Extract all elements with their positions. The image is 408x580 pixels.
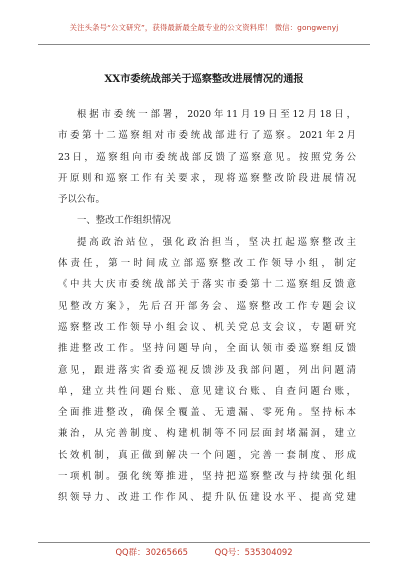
body-line: 推进整改工作。坚持问题导向，全面认领市委巡察组反馈: [58, 343, 356, 355]
footer: [0, 546, 408, 558]
body-line: 全面推进整改，确保全覆盖、无遗漏、零死角。坚持标本: [58, 407, 356, 419]
document-body: [58, 104, 356, 509]
body-line: 《中共大庆市委统战部关于落实市委第十二巡察组反馈意: [58, 279, 356, 291]
footer-divider: [38, 542, 370, 543]
body-line: 提高政治站位，强化政治担当，坚决扛起巡察整改主: [77, 236, 356, 248]
body-line: 意见，跟进落实省委巡视反馈涉及我部问题，列出问题清: [58, 364, 356, 376]
body-line: 体责任，第一时间成立部巡察整改工作领导小组，制定: [58, 258, 356, 270]
body-line: 巡察整改工作领导小组会议、机关党总支会议，专题研究: [58, 321, 356, 333]
document-title: XX市委统战部关于巡察整改进展情况的通报: [104, 73, 304, 85]
body-line: 市委第十二巡察组对市委统战部进行了巡察。2021年2月: [58, 130, 356, 142]
body-line: 一项机制。强化统筹推进，坚持把巡察整改与持续强化组: [58, 471, 356, 483]
body-line: 23日，巡察组向市委统战部反馈了巡察意见。按照党务公: [58, 151, 356, 163]
header-banner: 关注头条号“公文研究”，获得最新最全最专业的公文资料库！ 微信：gongwenyj: [69, 23, 339, 32]
body-line: 见整改方案》，先后召开部务会、巡察整改工作专题会议: [58, 300, 356, 312]
body-line: 根据市委统一部署，2020年11月19日至12月18日，: [77, 109, 356, 120]
body-line: 开原则和巡察工作有关要求，现将巡察整改阶段进展情况: [58, 172, 356, 184]
body-line: 织领导力、改进工作作风、提升队伍建设水平、提高党建: [58, 492, 356, 504]
header-divider: [38, 44, 370, 45]
footer-qq-group: QQ群：30265665: [115, 547, 188, 557]
section-heading: 一、整改工作组织情况: [77, 215, 171, 227]
body-line: 单，建立共性问题台账、意见建议台账、自查问题台账，: [58, 385, 356, 397]
footer-qq-number: QQ号：535304092: [214, 547, 293, 557]
body-line: 予以公布。: [58, 194, 105, 206]
body-line: 兼治，从完善制度、构建机制等不同层面封堵漏洞，建立: [58, 428, 356, 440]
body-line: 长效机制，真正做到解决一个问题，完善一套制度、形成: [58, 449, 356, 461]
